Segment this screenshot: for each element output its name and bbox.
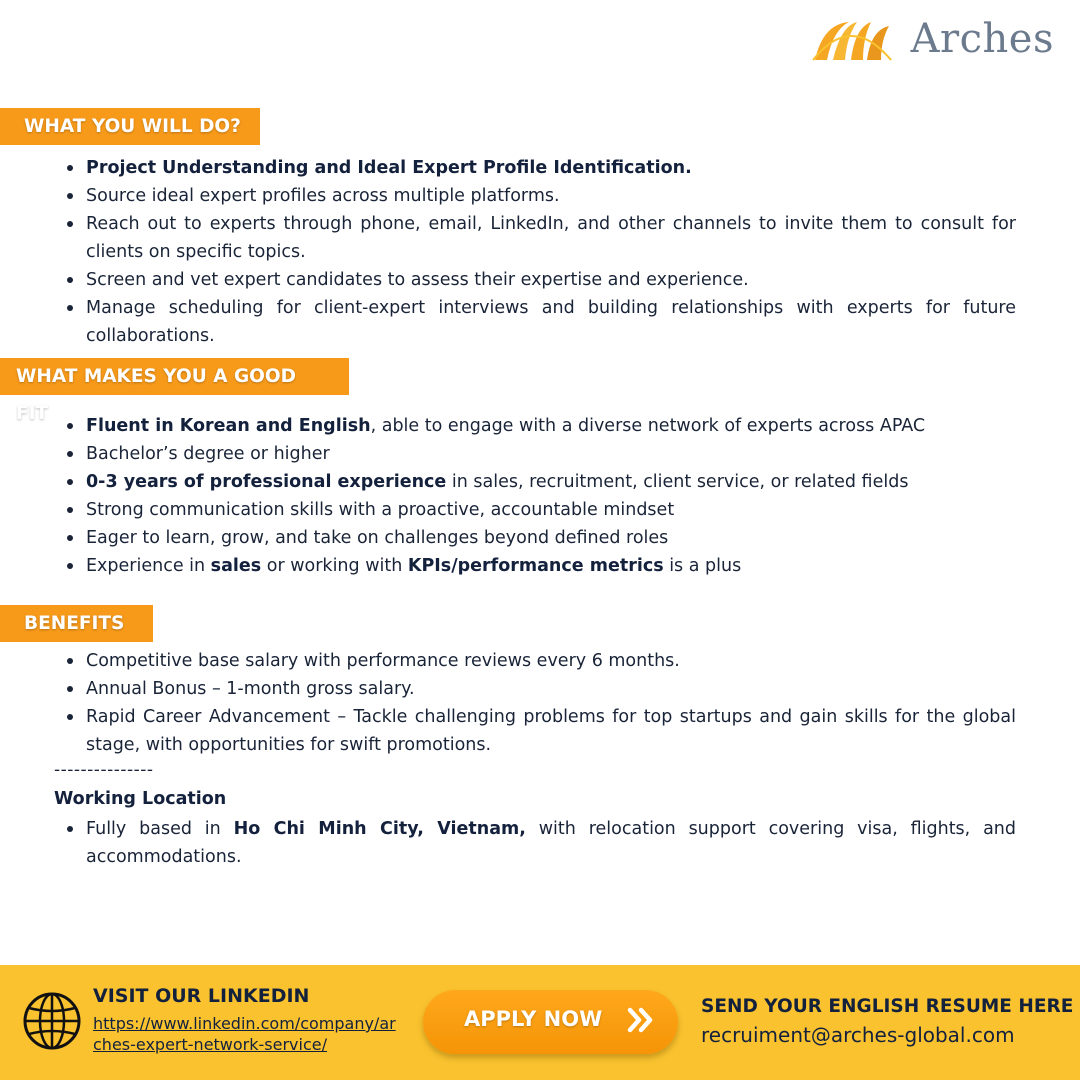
list-item: [62, 468, 1016, 496]
list-item: Screen and vet expert candidates to assess their expertise and experience.: [62, 266, 1016, 294]
list-item: [62, 154, 1016, 182]
linkedin-link[interactable]: https://www.linkedin.com/company/arches-expert-network-service/: [93, 1014, 396, 1054]
double-chevron-right-icon: [626, 1006, 656, 1034]
brand-name: Arches: [910, 16, 1054, 62]
list-item-bold: KPIs/performance metrics: [407, 556, 664, 576]
send-resume-title: SEND YOUR ENGLISH RESUME HERE: [701, 996, 1074, 1017]
list-item-bold: sales: [210, 556, 262, 576]
what-you-will-do-list: [62, 154, 1016, 350]
footer-bar: [0, 965, 1080, 1080]
list-item: [62, 412, 1016, 440]
section-title-what-you-will-do: WHAT YOU WILL DO?: [0, 108, 260, 145]
list-item-text: or working with: [261, 556, 408, 576]
list-item: [62, 815, 1016, 871]
list-item-text: is a plus: [663, 556, 742, 576]
recruitment-email[interactable]: recruiment@arches-global.com: [701, 1023, 1015, 1047]
list-item: [62, 524, 1016, 552]
list-item-bold: Project Understanding and Ideal Expert Profile Identification.: [86, 158, 692, 178]
location-list: [62, 815, 1016, 871]
list-item: Annual Bonus – 1-month gross salary.: [62, 675, 1016, 703]
list-item: Source ideal expert profiles across multiple platforms.: [62, 182, 1016, 210]
list-item-bold: 0-3 years of professional experience: [86, 472, 447, 492]
list-item-bold: Fluent in Korean and English: [86, 416, 371, 436]
list-item: [62, 552, 1016, 580]
section-title-benefits: BENEFITS: [0, 605, 153, 642]
list-item: Rapid Career Advancement – Tackle challenging problems for top startups and gain skills for the global stage, with opportunities for swift promotions.: [62, 703, 1016, 759]
list-item-text: , able to engage with a diverse network of experts across APAC: [370, 416, 926, 436]
list-item: [62, 440, 1016, 468]
list-item: Competitive base salary with performance reviews every 6 months.: [62, 647, 1016, 675]
good-fit-list: [62, 412, 1016, 580]
list-item-bold: Ho Chi Minh City, Vietnam,: [233, 819, 526, 839]
list-item: [62, 496, 1016, 524]
benefits-list: [62, 647, 1016, 759]
apply-now-label: APPLY NOW: [464, 1007, 603, 1031]
list-item-text: Experience in: [86, 556, 211, 576]
globe-icon: [22, 991, 82, 1051]
working-location-title: Working Location: [54, 789, 227, 809]
visit-linkedin-title: VISIT OUR LINKEDIN: [93, 985, 310, 1007]
apply-now-button[interactable]: [423, 990, 678, 1054]
list-item: Manage scheduling for client-expert interviews and building relationships with experts for future collaborations.: [62, 294, 1016, 350]
list-item-text: Strong communication skills with a proactive, accountable mindset: [86, 500, 675, 520]
list-item-text: Eager to learn, grow, and take on challenges beyond defined roles: [86, 528, 669, 548]
list-item-text: in sales, recruitment, client service, or related fields: [446, 472, 909, 492]
arches-logo: [811, 16, 1054, 62]
arches-arc-icon: [811, 16, 893, 62]
list-item-text: Bachelor’s degree or higher: [86, 444, 330, 464]
section-title-good-fit: WHAT MAKES YOU A GOOD FIT: [0, 358, 349, 395]
list-item-text: Fully based in: [86, 819, 234, 839]
list-item: Reach out to experts through phone, email, LinkedIn, and other channels to invite them to consult for clients on specific topics.: [62, 210, 1016, 266]
list-item-text: with relocation support covering visa, flights, and accommodations.: [86, 819, 1017, 867]
divider: ---------------: [54, 760, 154, 780]
